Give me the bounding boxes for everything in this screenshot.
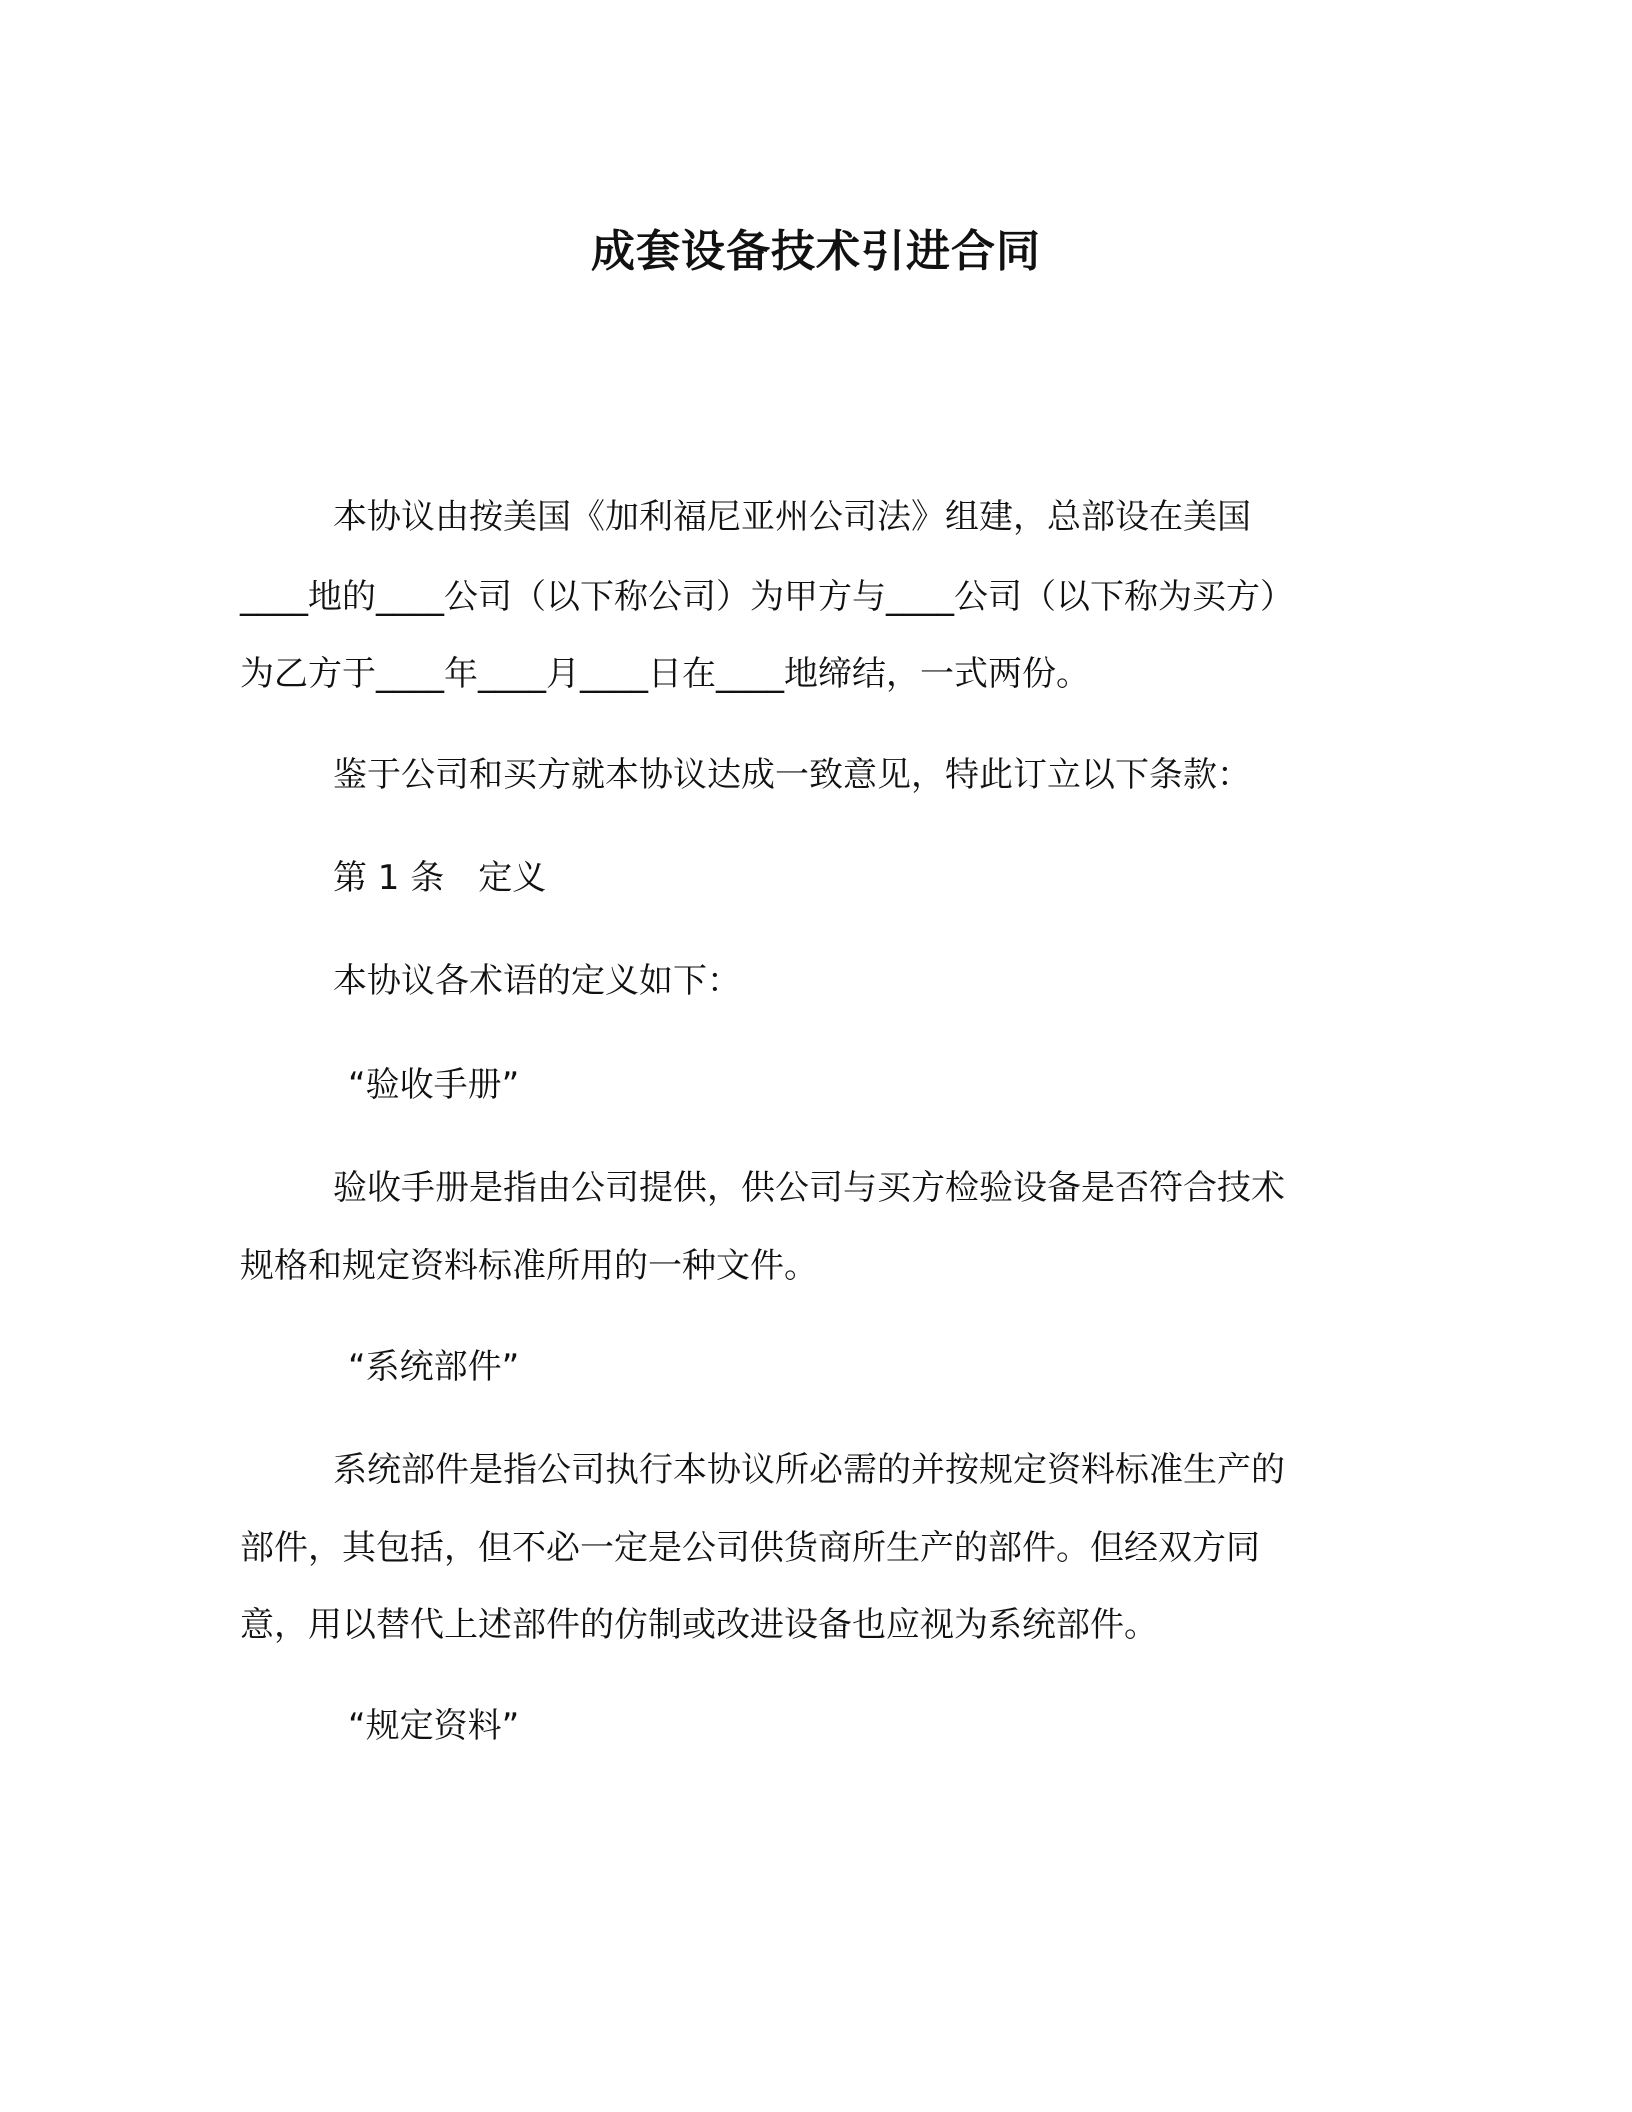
paragraph-line: 验收手册是指由公司提供，供公司与买方检验设备是否符合技术 bbox=[333, 1168, 1285, 1208]
term-heading: “系统部件” bbox=[348, 1347, 520, 1387]
paragraph-line: ____地的____公司（以下称公司）为甲方与____公司（以下称为买方） bbox=[240, 577, 1294, 617]
paragraph-line: 意，用以替代上述部件的仿制或改进设备也应视为系统部件。 bbox=[240, 1605, 1158, 1645]
paragraph-line: 本协议各术语的定义如下： bbox=[333, 961, 741, 1001]
term-heading: “验收手册” bbox=[348, 1065, 520, 1105]
document-title: 成套设备技术引进合同 bbox=[591, 226, 1041, 277]
paragraph-line: 系统部件是指公司执行本协议所必需的并按规定资料标准生产的 bbox=[333, 1450, 1285, 1490]
paragraph-line: 部件，其包括，但不必一定是公司供货商所生产的部件。但经双方同 bbox=[240, 1528, 1260, 1568]
term-heading: “规定资料” bbox=[348, 1706, 520, 1746]
paragraph-line: 规格和规定资料标准所用的一种文件。 bbox=[240, 1246, 818, 1286]
paragraph-line: 本协议由按美国《加利福尼亚州公司法》组建，总部设在美国 bbox=[333, 497, 1251, 537]
paragraph-line: 为乙方于____年____月____日在____地缔结，一式两份。 bbox=[240, 654, 1090, 694]
article-heading: 第 1 条 定义 bbox=[333, 858, 547, 898]
paragraph-line: 鉴于公司和买方就本协议达成一致意见，特此订立以下条款： bbox=[333, 755, 1251, 795]
